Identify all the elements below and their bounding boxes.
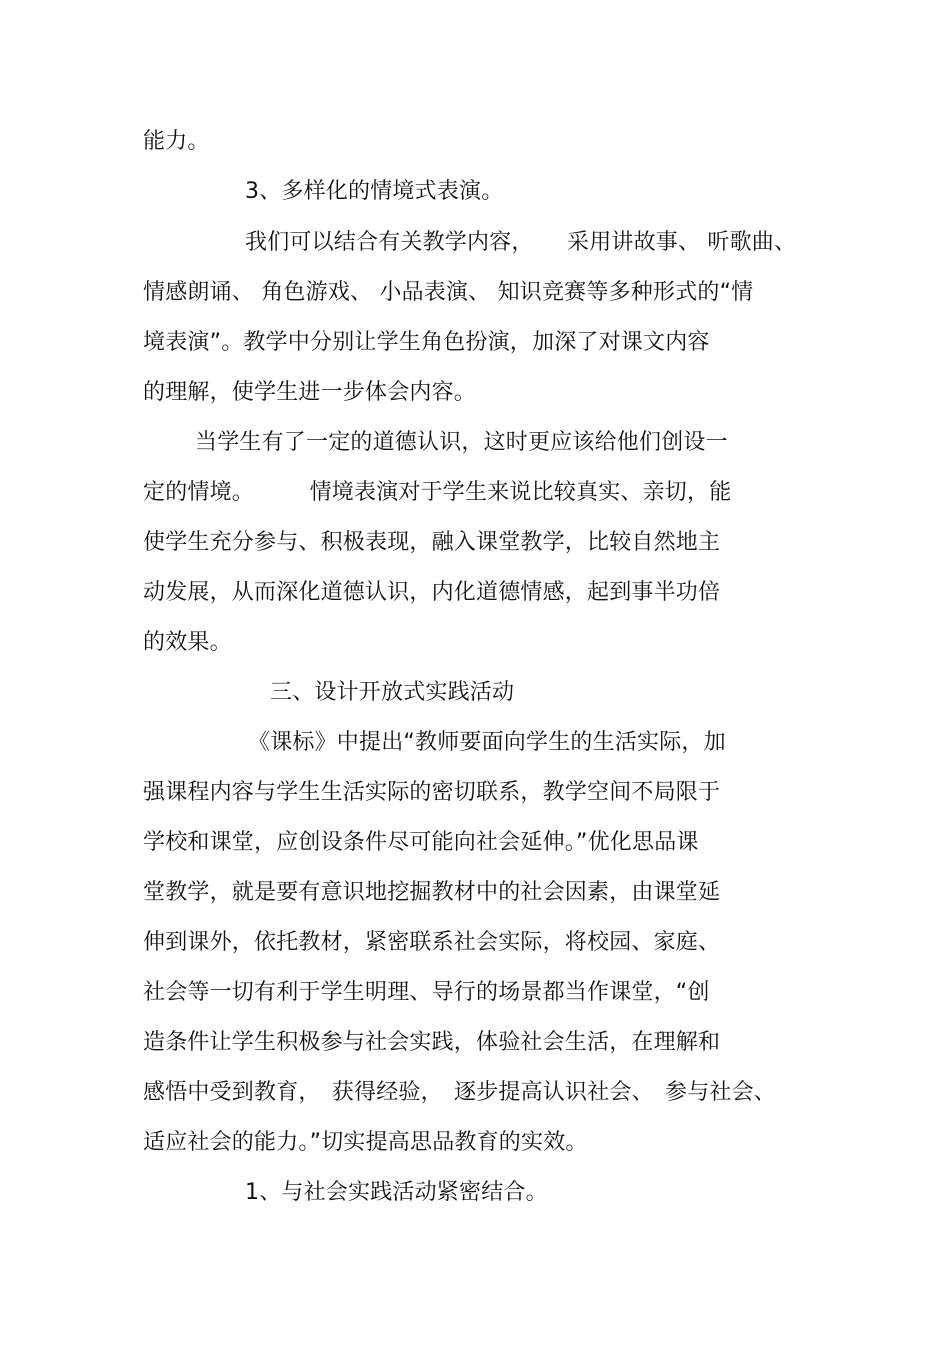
text-line: 的理解，使学生进一步体会内容。 <box>143 380 477 405</box>
text-line: 使学生充分参与、积极表现，融入课堂教学，比较自然地主 <box>143 530 721 555</box>
text-line: 的效果。 <box>143 630 232 655</box>
text-line: 能力。 <box>143 129 210 154</box>
text-line: 社会等一切有利于学生明理、导行的场景都当作课堂，“创 <box>143 980 710 1005</box>
text-line: 当学生有了一定的道德认识，这时更应该给他们创设一 <box>195 430 728 455</box>
text-line: 动发展，从而深化道德认识，内化道德情感，起到事半功倍 <box>143 580 721 605</box>
text-line: 我们可以结合有关教学内容， 采用讲故事、 听歌曲、 <box>245 230 797 255</box>
section-heading: 三、设计开放式实践活动 <box>270 680 515 705</box>
text-line: 感悟中受到教育， 获得经验， 逐步提高认识社会、 参与社会、 <box>143 1080 777 1105</box>
text-line: 学校和课堂，应创设条件尽可能向社会延伸。”优化思品课 <box>143 830 699 855</box>
text-line: 《课标》中提出“教师要面向学生的生活实际，加 <box>248 730 726 755</box>
text-line: 境表演”。教学中分别让学生角色扮演，加深了对课文内容 <box>143 330 710 355</box>
text-line: 伸到课外，依托教材，紧密联系社会实际，将校园、家庭、 <box>143 930 721 955</box>
section-heading: 1、与社会实践活动紧密结合。 <box>245 1180 548 1205</box>
text-line: 强课程内容与学生生活实际的密切联系，教学空间不局限于 <box>143 780 721 805</box>
section-heading: 3、多样化的情境式表演。 <box>245 179 504 204</box>
text-line: 造条件让学生积极参与社会实践，体验社会生活，在理解和 <box>143 1030 721 1055</box>
text-line: 情感朗诵、 角色游戏、 小品表演、 知识竞赛等多种形式的“情 <box>143 280 754 305</box>
text-line: 适应社会的能力。”切实提高思品教育的实效。 <box>143 1130 588 1155</box>
text-line: 堂教学，就是要有意识地挖掘教材中的社会因素，由课堂延 <box>143 880 721 905</box>
text-line: 定的情境。 情境表演对于学生来说比较真实、亲切，能 <box>143 480 732 505</box>
